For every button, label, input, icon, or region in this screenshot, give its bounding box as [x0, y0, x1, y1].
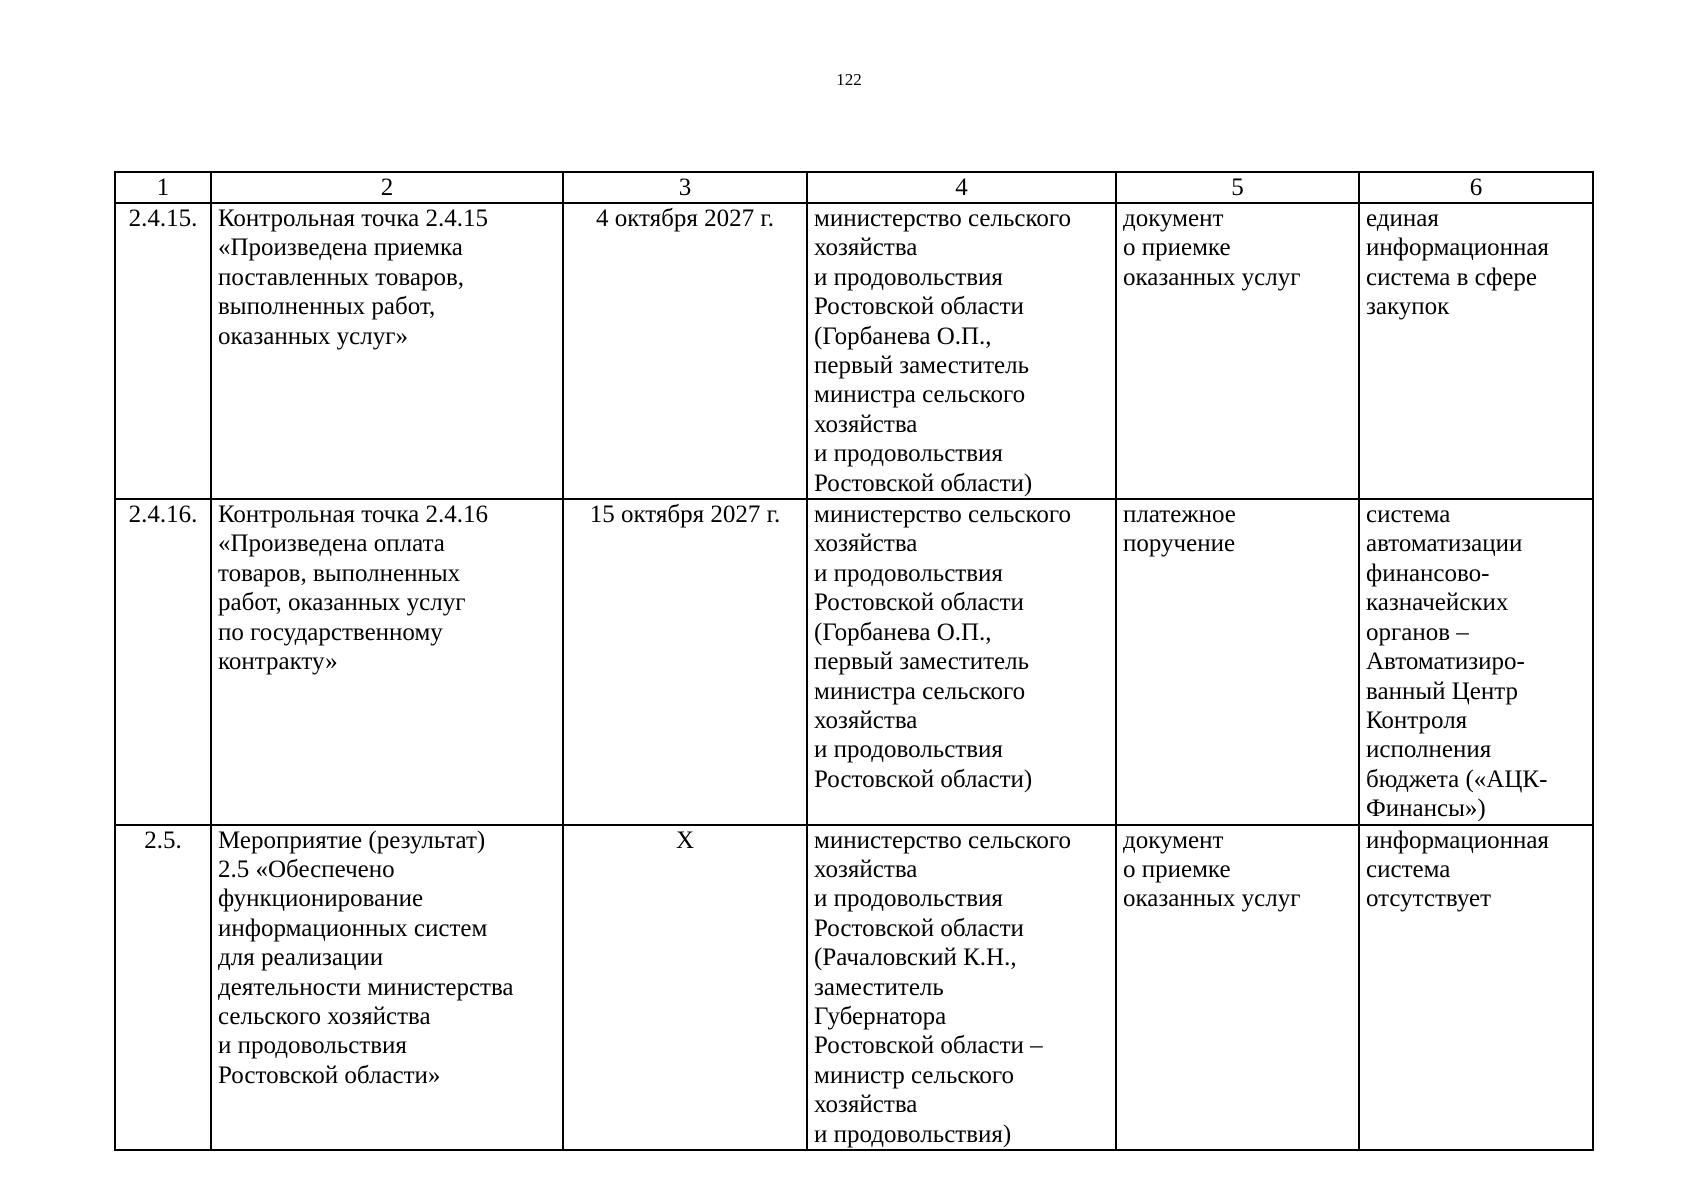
column-header: 6 [1359, 172, 1593, 203]
row-number-cell: 2.4.15. [115, 203, 211, 499]
column-header: 1 [115, 172, 211, 203]
row-document-cell: платежное поручение [1116, 499, 1359, 824]
row-system-cell: информационная система отсутствует [1359, 825, 1593, 1150]
row-date-cell: 15 октября 2027 г. [563, 499, 807, 824]
table-header-row [115, 172, 1593, 203]
row-number-cell: 2.4.16. [115, 499, 211, 824]
table-row [115, 825, 1593, 1150]
row-document-cell: документ о приемке оказанных услуг [1116, 203, 1359, 499]
column-header: 2 [211, 172, 563, 203]
row-system-cell: единая информационная система в сфере закупок [1359, 203, 1593, 499]
row-responsible-cell: министерство сельского хозяйства и продовольствия Ростовской области (Горбанева О.П., первый заместитель министра сельского хозяйства и продовольствия Ростовской области) [807, 499, 1116, 824]
column-header: 5 [1116, 172, 1359, 203]
row-name-cell: Контрольная точка 2.4.15 «Произведена приемка поставленных товаров, выполненных работ, оказанных услуг» [211, 203, 563, 499]
row-responsible-cell: министерство сельского хозяйства и продовольствия Ростовской области (Горбанева О.П., первый заместитель министра сельского хозяйства и продовольствия Ростовской области) [807, 203, 1116, 499]
row-date-cell: 4 октября 2027 г. [563, 203, 807, 499]
row-name-cell: Контрольная точка 2.4.16 «Произведена оплата товаров, выполненных работ, оказанных услуг по государственному контракту» [211, 499, 563, 824]
page-number: 122 [836, 70, 862, 89]
table-row [115, 499, 1593, 824]
column-header: 3 [563, 172, 807, 203]
row-name-cell: Мероприятие (результат) 2.5 «Обеспечено функционирование информационных систем для реализации деятельности министерства сельского хозяйства и продовольствия Ростовской области» [211, 825, 563, 1150]
row-document-cell: документ о приемке оказанных услуг [1116, 825, 1359, 1150]
row-responsible-cell: министерство сельского хозяйства и продовольствия Ростовской области (Рачаловский К.Н., заместитель Губернатора Ростовской области – министр сельского хозяйства и продовольствия) [807, 825, 1116, 1150]
row-date-cell: X [563, 825, 807, 1150]
row-number-cell: 2.5. [115, 825, 211, 1150]
document-table [114, 171, 1594, 1151]
table-row [115, 203, 1593, 499]
row-system-cell: система автоматизации финансово- казначейских органов – Автоматизиро- ванный Центр Контроля исполнения бюджета («АЦК- Финансы») [1359, 499, 1593, 824]
column-header: 4 [807, 172, 1116, 203]
